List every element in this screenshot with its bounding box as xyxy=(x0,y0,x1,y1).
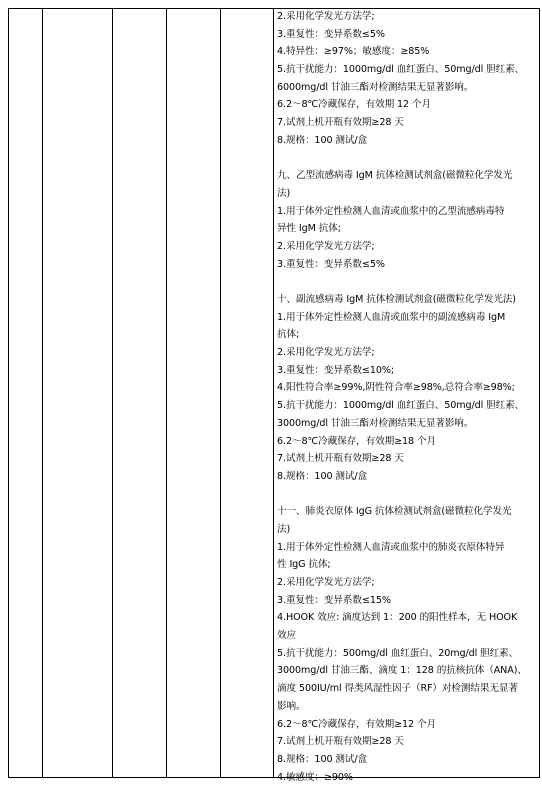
text-line: 3.重复性：变异系数≤5% xyxy=(277,258,385,270)
text-line: 十一、肺炎衣原体 IgG 抗体检测试剂盒(磁微粒化学发光 xyxy=(277,506,512,518)
text-line: 2.采用化学发光方法学; xyxy=(277,240,375,252)
text-line: 性 IgG 抗体; xyxy=(277,559,331,571)
text-line: 4.HOOK 效应: 滴度达到 1：200 的阳性样本，无 HOOK xyxy=(277,612,518,624)
column-divider-5 xyxy=(273,9,274,777)
blank-line xyxy=(277,486,535,504)
text-line: 6.2～8℃冷藏保存，有效期 12 个月 xyxy=(277,99,431,111)
text-line: 5.抗干扰能力：1000mg/dl 血红蛋白、50mg/dl 胆红素、 xyxy=(277,64,525,76)
column-divider-3 xyxy=(166,9,167,777)
text-line: 影响。 xyxy=(277,700,306,712)
text-line: 8.规格：100 测试/盒 xyxy=(277,470,368,482)
text-line: 4.阳性符合率≥99%,阴性符合率≥98%,总符合率≥98%; xyxy=(277,382,515,394)
table-border-left xyxy=(8,9,9,777)
text-line: 6000mg/dl 甘油三酯对检测结果无显著影响。 xyxy=(277,81,474,93)
text-line: 效应 xyxy=(277,630,296,642)
text-line: 3000mg/dl 甘油三酯、滴度 1：128 的抗核抗体（ANA)、 xyxy=(277,665,527,677)
table-border-right xyxy=(539,9,540,777)
text-line: 滴度 500IU/ml 得类风湿性因子（RF）对检测结果无显著 xyxy=(277,683,518,695)
text-line: 7.试剂上机开瓶有效期≥28 天 xyxy=(277,453,404,465)
text-line: 十、副流感病毒 IgM 抗体检测试剂盒(磁微粒化学发光法) xyxy=(277,294,516,305)
text-line: 4.特异性：≥97%；敏感度：≥85% xyxy=(277,46,430,58)
text-line: 1.用于体外定性检测人血清或血浆中的肺炎衣原体特异 xyxy=(277,541,505,553)
text-line: 8.规格：100 测试/盒 xyxy=(277,753,368,765)
text-line: 4.敏感度：≥90% xyxy=(277,771,353,783)
column-divider-1 xyxy=(42,9,43,777)
text-line: 1.用于体外定性检测人血清或血浆中的副流感病毒 IgM xyxy=(277,311,506,323)
text-line: 7.试剂上机开瓶有效期≥28 天 xyxy=(277,736,404,748)
text-line: 3.重复性：变异系数≤5% xyxy=(277,28,385,40)
blank-line xyxy=(277,273,535,291)
text-line: 7.试剂上机开瓶有效期≥28 天 xyxy=(277,117,404,129)
text-line: 5.抗干扰能力：1000mg/dl 血红蛋白、50mg/dl 胆红素、 xyxy=(277,400,525,412)
column-divider-4 xyxy=(220,9,221,777)
text-line: 3000mg/dl 甘油三酯对检测结果无显著影响。 xyxy=(277,417,474,429)
text-line: 抗体; xyxy=(277,329,300,341)
column-divider-2 xyxy=(112,9,113,777)
text-line: 6.2～8℃冷藏保存，有效期≥12 个月 xyxy=(277,718,436,730)
text-line: 2.采用化学发光方法学; xyxy=(277,577,375,588)
text-line: 5.抗干扰能力：500mg/dl 血红蛋白、20mg/dl 胆红素、 xyxy=(277,647,519,659)
text-line: 法) xyxy=(277,523,291,535)
blank-line xyxy=(277,150,535,168)
text-line: 1.用于体外定性检测人血清或血浆中的乙型流感病毒特 xyxy=(277,205,505,217)
text-line: 2.采用化学发光方法学; xyxy=(277,11,375,22)
text-line: 2.采用化学发光方法学; xyxy=(277,347,375,359)
spec-text-cell xyxy=(277,8,535,786)
text-line: 6.2～8℃冷藏保存，有效期≥18 个月 xyxy=(277,435,436,447)
text-line: 3.重复性：变异系数≤15% xyxy=(277,594,391,606)
text-line: 九、乙型流感病毒 IgM 抗体检测试剂盒(磁微粒化学发光 xyxy=(277,170,513,182)
text-line: 8.规格：100 测试/盒 xyxy=(277,134,368,146)
text-line: 3.重复性：变异系数≤10%; xyxy=(277,364,394,376)
text-line: 异性 IgM 抗体; xyxy=(277,223,341,235)
text-line: 法) xyxy=(277,187,291,199)
